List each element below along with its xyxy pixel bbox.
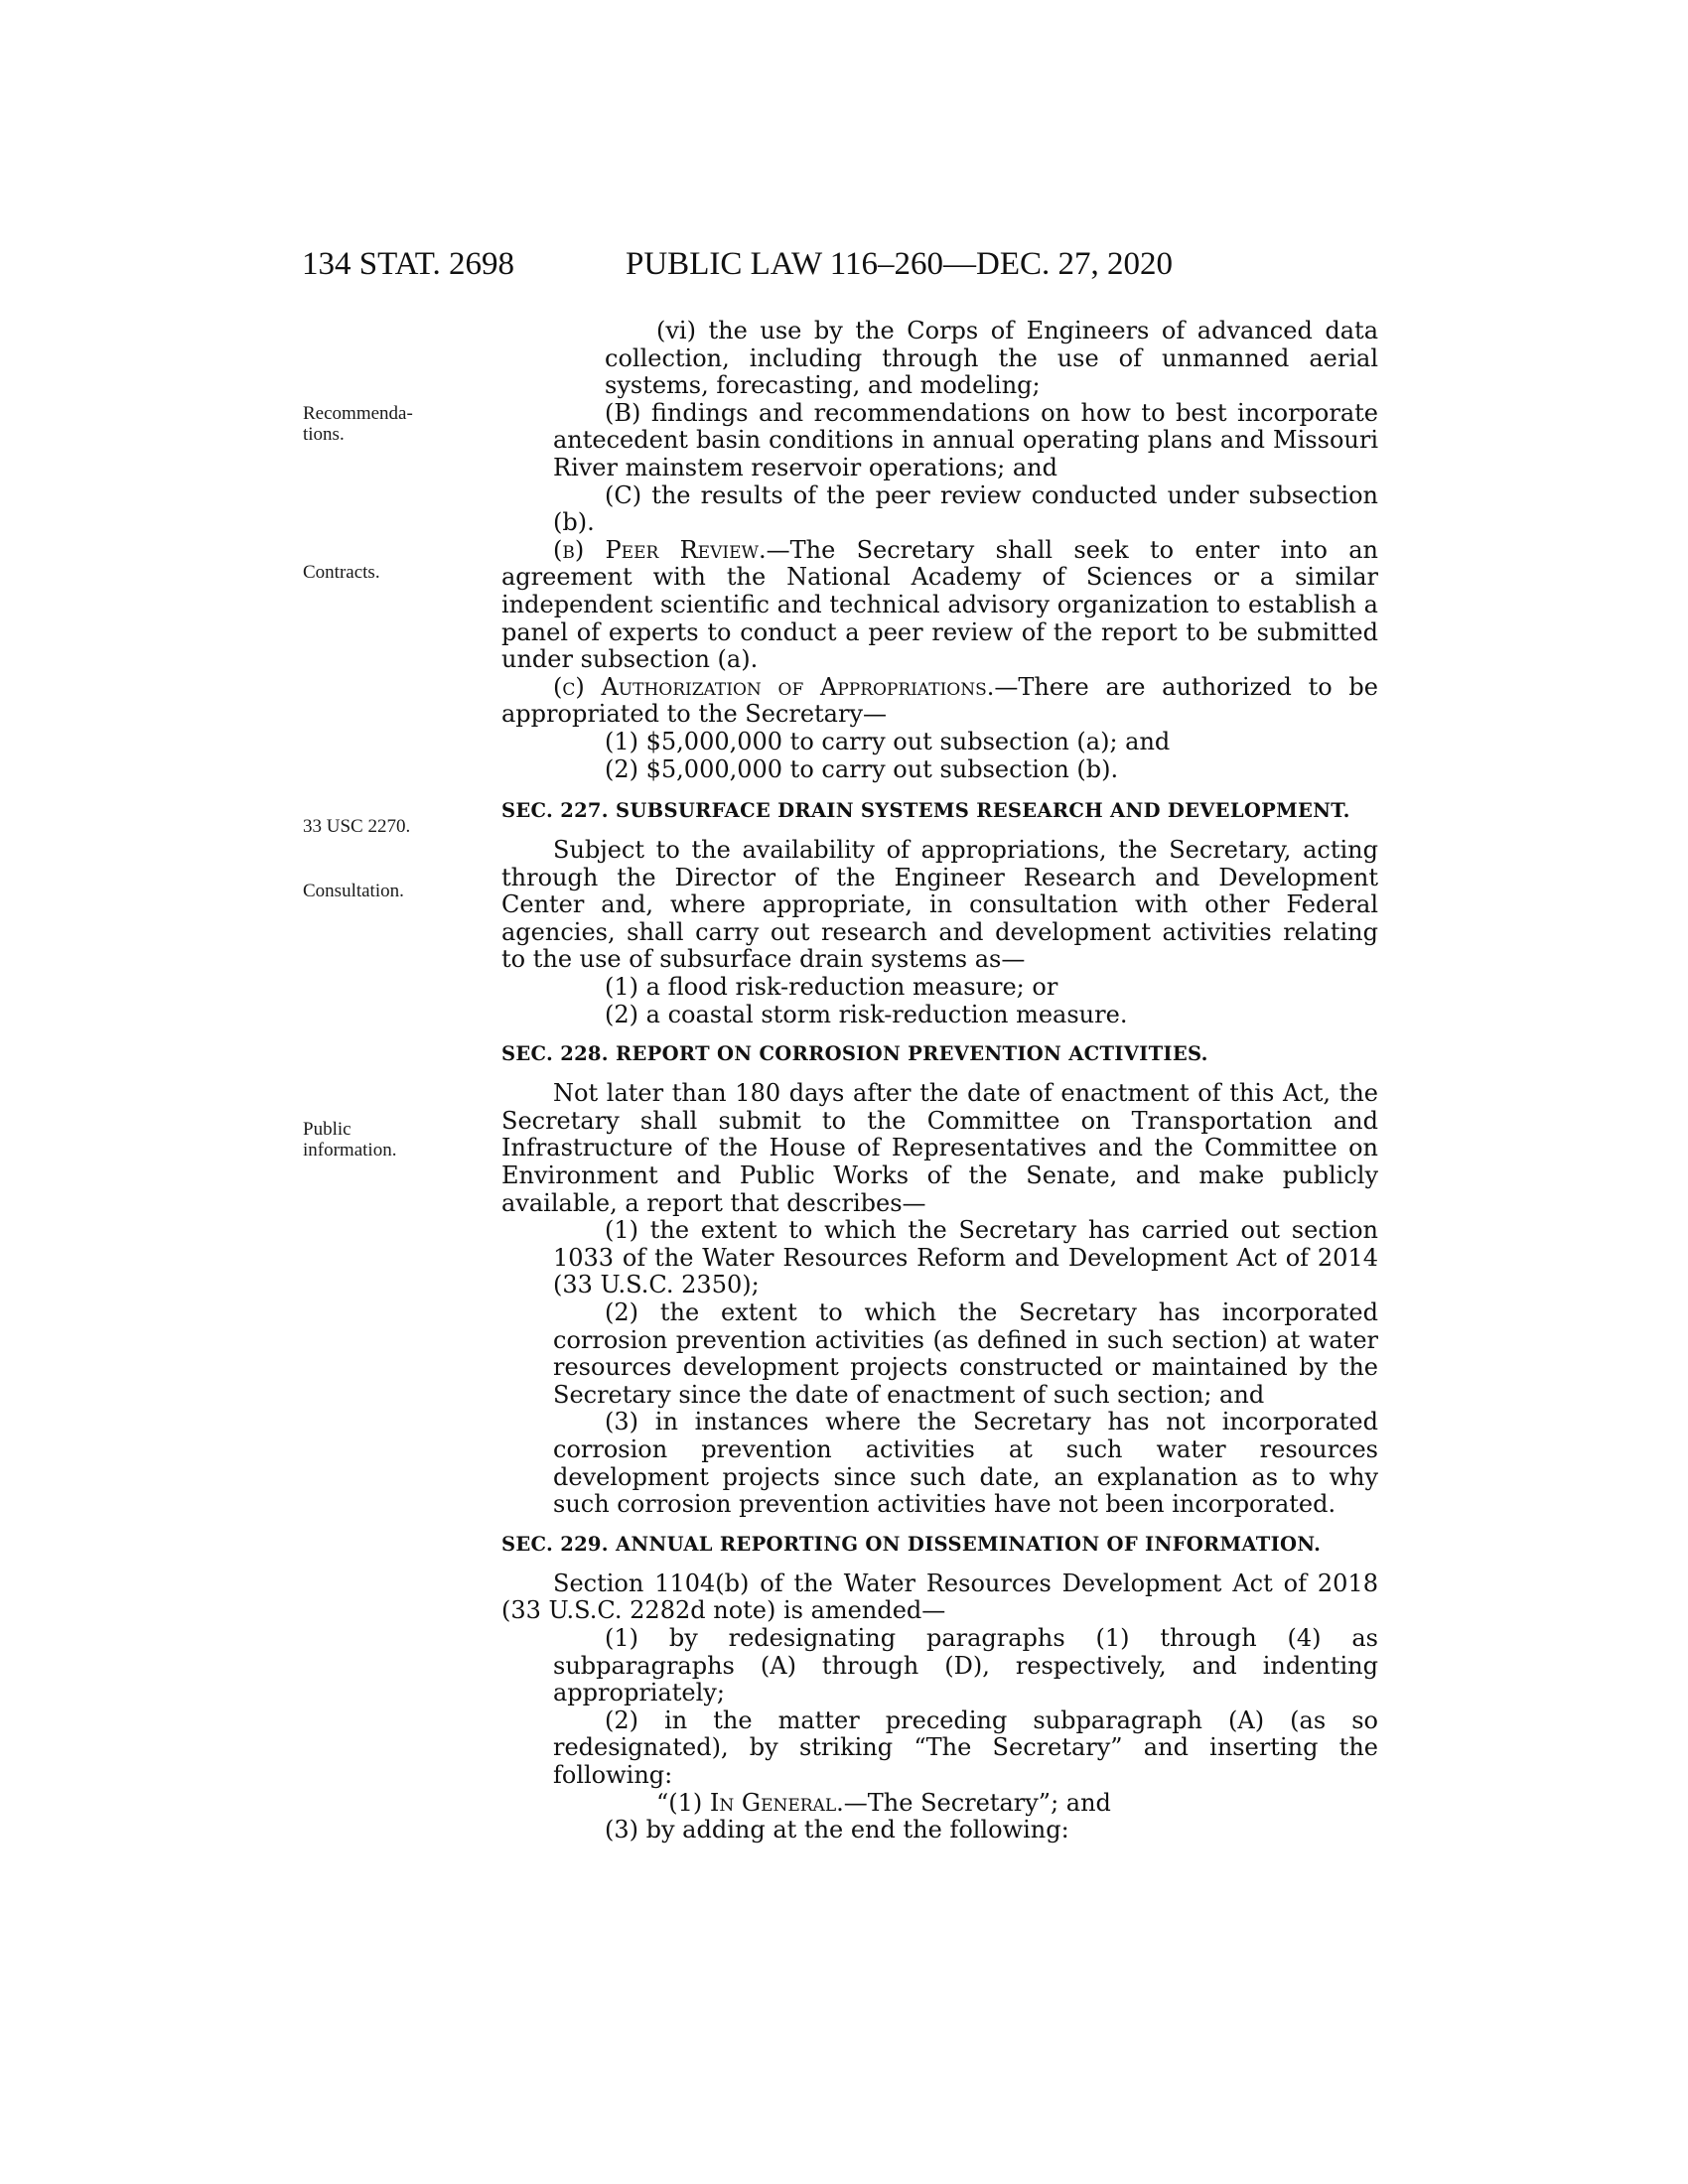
public-law-reference: PUBLIC LAW 116–260—DEC. 27, 2020 — [626, 246, 1174, 282]
subparagraph-c: (C) the results of the peer review conducted under subsection (b). — [553, 480, 1378, 537]
page-header — [302, 246, 1374, 286]
section-228-title: SEC. 228. REPORT ON CORROSION PREVENTION ACTIVITIES. — [501, 1042, 1208, 1066]
authorization-item-2: (2) $5,000,000 to carry out subsection (b). — [605, 754, 1119, 783]
document-body — [501, 318, 1378, 1844]
section-229-title: SEC. 229. ANNUAL REPORTING ON DISSEMINATION OF INFORMATION. — [501, 1532, 1322, 1556]
margin-note-consultation: Consultation. — [303, 881, 404, 901]
statute-reference: 134 STAT. 2698 — [302, 246, 515, 282]
section-228-text: Not later than 180 days after the date of enactment of this Act, the Secretary shall submit to the Committee on Transportation and Infrastructure of the House of Representatives and the Committee on Environment and Public Works of the Senate, and make publicly available, a report that describes— — [501, 1079, 1378, 1217]
margin-note-usc: 33 USC 2270. — [303, 816, 411, 837]
section-229-item-2: (2) in the matter preceding subparagraph (A) (as so redesignated), by striking “The Secretary” and inserting the following: — [553, 1706, 1378, 1789]
peer-review-heading: (b) Peer Review. — [553, 535, 767, 564]
margin-note-public-information: Public information. — [303, 1119, 397, 1160]
section-229-quoted-heading — [501, 1790, 1378, 1818]
clause-vi: (vi) the use by the Corps of Engineers of advanced data collection, including through the use of unmanned aerial systems, forecasting, and modeling; — [605, 317, 1378, 400]
section-227-title: SEC. 227. SUBSURFACE DRAIN SYSTEMS RESEARCH AND DEVELOPMENT. — [501, 799, 1350, 823]
section-227-text: Subject to the availability of appropriations, the Secretary, acting through the Director of the Engineer Research and Development Center and, where appropriate, in consultation with other Federal agencies, shall carry out research and development activities relating to the use of subsurface drain systems as— — [501, 836, 1378, 974]
margin-note-recommendations: Recommenda- tions. — [303, 403, 413, 445]
section-228-item-3: (3) in instances where the Secretary has not incorporated corrosion prevention activities at such water resources development projects since such date, an explanation as to why such corrosion prevention activities have not been incorporated. — [553, 1408, 1378, 1519]
authorization-text: —There are authorized to be appropriated to the Secretary— — [501, 672, 1378, 729]
authorization-item-1: (1) $5,000,000 to carry out subsection (a); and — [605, 727, 1171, 755]
in-general-heading: In General. — [709, 1788, 844, 1817]
section-228-item-2: (2) the extent to which the Secretary has incorporated corrosion prevention activities (as defined in such section) at water resources development projects constructed or maintained by the Secretary since the date of enactment of such section; and — [553, 1298, 1378, 1409]
section-228-item-1: (1) the extent to which the Secretary has carried out section 1033 of the Water Resources Reform and Development Act of 2014 (33 U.S.C. 2350); — [553, 1216, 1378, 1299]
section-227-item-1: (1) a flood risk-reduction measure; or — [605, 973, 1058, 1002]
section-229-text: Section 1104(b) of the Water Resources Development Act of 2018 (33 U.S.C. 2282d note) is amended— — [501, 1569, 1378, 1625]
subparagraph-b: (B) findings and recommendations on how to best incorporate antecedent basin conditions in annual operating plans and Missouri River mainstem reservoir operations; and — [553, 398, 1378, 481]
subsection-b-peer-review — [501, 537, 1378, 674]
quote-close: —The Secretary”; and — [843, 1788, 1111, 1817]
subsection-c-authorization — [501, 674, 1378, 729]
quote-open: “(1) — [656, 1788, 710, 1817]
section-229-item-1: (1) by redesignating paragraphs (1) through (4) as subparagraphs (A) through (D), respectively, and indenting appropriately; — [553, 1623, 1378, 1707]
peer-review-text: —The Secretary shall seek to enter into an agreement with the National Academy of Sciences or a similar independent scientific and technical advisory organization to establish a panel of experts to conduct a peer review of the report to be submitted under subsection (a). — [501, 535, 1378, 674]
margin-note-contracts: Contracts. — [303, 562, 380, 583]
section-229-item-3: (3) by adding at the end the following: — [605, 1816, 1069, 1844]
section-227-item-2: (2) a coastal storm risk-reduction measure. — [605, 1000, 1128, 1028]
authorization-heading: (c) Authorization of Appropriations. — [553, 672, 995, 701]
